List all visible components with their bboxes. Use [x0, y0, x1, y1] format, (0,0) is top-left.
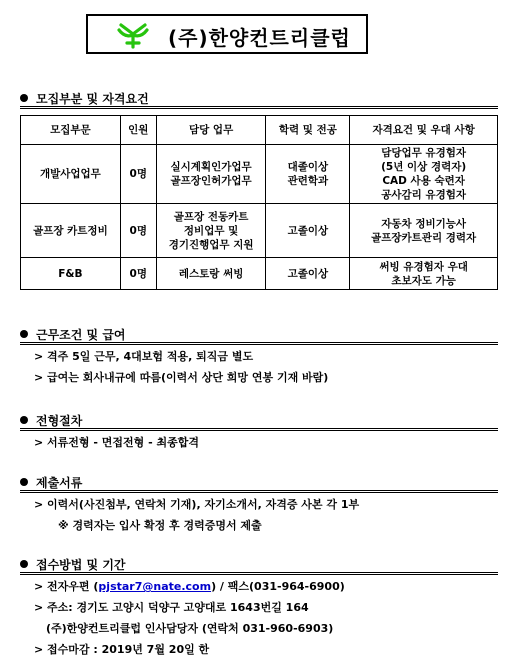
- apply-contact-line: (주)한양컨트리클럽 인사담당자 (연락처 031-960-6903): [46, 622, 334, 635]
- section-rule: [20, 490, 498, 493]
- cell-text: 초보자도 가능: [391, 274, 456, 287]
- cell-text: 골프장 전동카트: [173, 210, 249, 223]
- table-cell-qual: [350, 204, 498, 258]
- section-rule: [20, 342, 498, 345]
- bullet-icon: [20, 478, 28, 486]
- documents-line: > 이력서(사진첨부, 연락처 기재), 자기소개서, 자격증 사본 각 1부: [34, 498, 360, 511]
- section-heading-recruit: 모집부분 및 자격요건: [20, 90, 149, 107]
- section-rule: [20, 106, 498, 109]
- table-cell-qual: [350, 258, 498, 290]
- cell-text: 고졸이상: [287, 224, 329, 237]
- email-prefix: > 전자우편 (: [34, 580, 99, 593]
- table-cell-count: [120, 258, 156, 290]
- cell-text: 공사감리 유경험자: [381, 189, 467, 201]
- section-rule: [20, 572, 498, 575]
- section-heading-process: 전형절차: [20, 412, 82, 429]
- cell-text: 개발사업업무: [39, 168, 101, 180]
- table-cell-dept: [21, 145, 121, 204]
- section-rule: [20, 428, 498, 431]
- table-header-row: [21, 116, 498, 145]
- cell-text: 고졸이상: [287, 267, 329, 280]
- cell-text: 정비업무 및: [183, 224, 239, 237]
- table-cell-count: [120, 204, 156, 258]
- process-line: > 서류전형 - 면접전형 - 최종합격: [34, 436, 200, 449]
- bullet-icon: [20, 560, 28, 568]
- cell-text: 0명: [129, 224, 147, 237]
- condition-line: > 급여는 회사내규에 따름(이력서 상단 희망 연봉 기재 바람): [34, 371, 329, 384]
- title-box: [86, 14, 368, 54]
- apply-deadline-line: > 접수마감 : 2019년 7월 20일 한: [34, 643, 210, 656]
- table-header-cell: 인원: [120, 116, 156, 145]
- bullet-icon: [20, 330, 28, 338]
- section-heading-conditions: 근무조건 및 급여: [20, 326, 126, 343]
- cell-text: 자동차 정비기능사: [381, 217, 467, 230]
- table-cell-dept: [21, 258, 121, 290]
- cell-text: CAD 사용 숙련자: [382, 175, 465, 187]
- table-cell-duty: [156, 258, 266, 290]
- table-cell-qual: [350, 145, 498, 204]
- cell-text: 0명: [129, 168, 147, 180]
- cell-text: 담당업무 유경험자: [381, 147, 467, 159]
- cell-text: F&B: [58, 267, 83, 280]
- cell-text: 레스토랑 써빙: [178, 267, 244, 280]
- cell-text: 써빙 유경험자 우대: [379, 260, 468, 273]
- cell-text: 대졸이상: [287, 161, 329, 173]
- email-link[interactable]: pjstar7@nate.com: [98, 580, 212, 593]
- apply-address-line: > 주소: 경기도 고양시 덕양구 고양대로 1643번길 164: [34, 601, 309, 614]
- table-row: [21, 258, 498, 290]
- table-cell-edu: [266, 204, 350, 258]
- table-cell-edu: [266, 145, 350, 204]
- recruit-table: [20, 115, 498, 290]
- section-heading-apply: 접수방법 및 기간: [20, 556, 126, 573]
- bullet-icon: [20, 94, 28, 102]
- table-cell-dept: [21, 204, 121, 258]
- table-row: [21, 145, 498, 204]
- apply-email-line: [34, 578, 345, 594]
- table-cell-count: [120, 145, 156, 204]
- table-header-cell: 담당 업무: [156, 116, 266, 145]
- email-suffix: ) / 팩스(031-964-6900): [211, 580, 345, 593]
- cell-text: 골프장인허가업무: [170, 175, 252, 187]
- bullet-icon: [20, 416, 28, 424]
- hanyang-logo-icon: [116, 21, 150, 49]
- table-header-cell: 자격요건 및 우대 사항: [350, 116, 498, 145]
- table-header-cell: 학력 및 전공: [266, 116, 350, 145]
- page-title: (주)한양컨트리클럽: [168, 26, 351, 50]
- cell-text: 관련학과: [287, 175, 329, 187]
- table-cell-edu: [266, 258, 350, 290]
- table-cell-duty: [156, 145, 266, 204]
- cell-text: (5년 이상 경력자): [381, 161, 467, 173]
- cell-text: 경기진행업무 지원: [168, 238, 254, 251]
- section-heading-documents: 제출서류: [20, 474, 82, 491]
- table-header-cell: 모집부문: [21, 116, 121, 145]
- table-row: [21, 204, 498, 258]
- cell-text: 실시계획인가업무: [170, 161, 252, 173]
- condition-line: > 격주 5일 근무, 4대보험 적용, 퇴직금 별도: [34, 350, 254, 363]
- cell-text: 0명: [129, 267, 147, 280]
- cell-text: 골프장카트관리 경력자: [371, 231, 477, 244]
- documents-note: ※ 경력자는 입사 확정 후 경력증명서 제출: [58, 519, 262, 532]
- table-cell-duty: [156, 204, 266, 258]
- cell-text: 골프장 카트정비: [33, 224, 108, 237]
